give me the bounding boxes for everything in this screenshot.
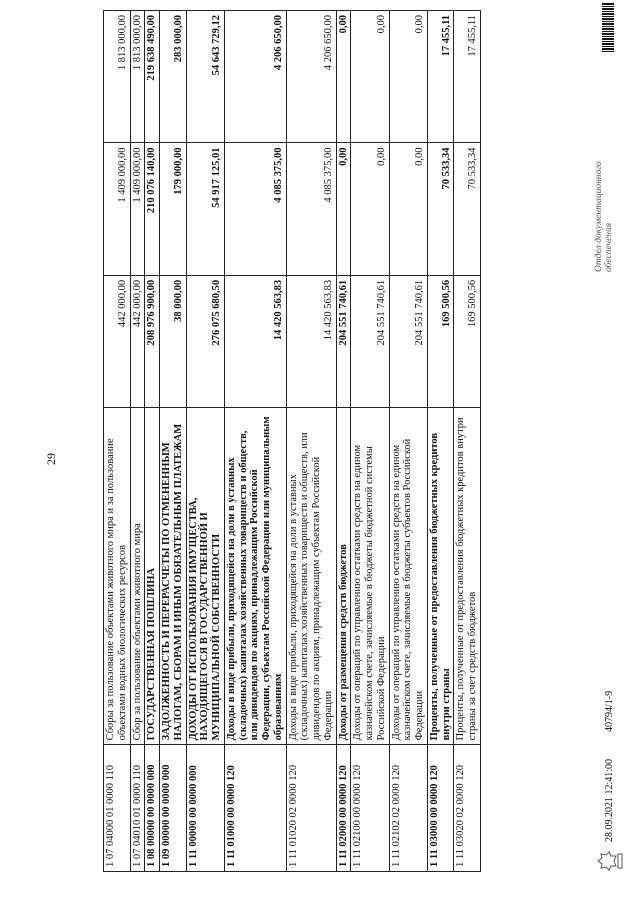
table-row: [145, 11, 160, 872]
row-code: 1 11 01020 02 0000 120: [286, 745, 336, 872]
row-value-2023: 17 455,11: [454, 11, 481, 143]
row-value-2021: 204 551 740,61: [336, 275, 351, 407]
footer: [594, 12, 630, 872]
row-name: Сбор за пользование объектами животного мира: [130, 408, 145, 745]
row-name: Проценты, полученные от предоставления бюджетных кредитов внутри страны за счет средств бюджетов: [454, 408, 481, 745]
table-row: [336, 11, 351, 872]
row-value-2023: 1 813 000,00: [104, 11, 131, 143]
row-value-2022: 0,00: [351, 143, 389, 275]
row-value-2022: 70 533,34: [454, 143, 481, 275]
row-value-2021: 14 420 563,83: [224, 275, 286, 407]
page-number: 29: [44, 453, 58, 465]
table-row: [130, 11, 145, 872]
table-row: [427, 11, 454, 872]
row-value-2023: 0,00: [389, 11, 427, 143]
row-value-2021: 169 500,56: [427, 275, 454, 407]
row-name: Доходы в виде прибыли, приходящейся на доли в уставных (складочных) капиталах хозяйственных товариществ и обществ, или дивидендов по акциям, принадлежащим Российской Федерации, субъектам Российской Федерации или муниципальным образованиям: [224, 408, 286, 745]
row-value-2022: 0,00: [336, 143, 351, 275]
row-value-2023: 1 813 000,00: [130, 11, 145, 143]
footer-department: [594, 42, 615, 272]
row-value-2021: 442 000,00: [130, 275, 145, 407]
table-row: [104, 11, 131, 872]
table-row: [160, 11, 187, 872]
row-name: Доходы от операций по управлению остатками средств на едином казначейском счете, зачисляемые в бюджеты субъектов Российской Федерации: [389, 408, 427, 745]
row-value-2022: 0,00: [389, 143, 427, 275]
row-value-2022: 54 917 125,01: [186, 143, 224, 275]
emblem-icon: [596, 850, 624, 872]
footer-department-line: Отдел документационного: [594, 161, 604, 272]
row-value-2022: 4 085 375,00: [286, 143, 336, 275]
row-value-2023: 4 206 650,00: [224, 11, 286, 143]
row-code: 1 07 04000 01 0000 110: [104, 745, 131, 872]
row-value-2023: 283 000,00: [160, 11, 187, 143]
row-code: 1 08 00000 00 0000 000: [145, 745, 160, 872]
row-code: 1 11 02102 02 0000 120: [389, 745, 427, 872]
row-code: 1 11 03000 00 0000 120: [427, 745, 454, 872]
row-code: 1 07 04010 01 0000 110: [130, 745, 145, 872]
footer-date: 28.09.2021 12:41:00: [604, 758, 615, 842]
row-value-2023: 0,00: [351, 11, 389, 143]
table-row: [454, 11, 481, 872]
row-name: Проценты, полученные от предоставления бюджетных кредитов внутри страны: [427, 408, 454, 745]
row-value-2022: 4 085 375,00: [224, 143, 286, 275]
row-name: ЗАДОЛЖЕННОСТЬ И ПЕРЕРАСЧЕТЫ ПО ОТМЕНЕННЫМ НАЛОГАМ, СБОРАМ И ИНЫМ ОБЯЗАТЕЛЬНЫМ ПЛАТЕЖАМ: [160, 408, 187, 745]
row-value-2021: 204 551 740,61: [389, 275, 427, 407]
row-code: 1 11 02000 00 0000 120: [336, 745, 351, 872]
table-row: [351, 11, 389, 872]
barcode-icon: [602, 2, 614, 52]
row-value-2023: 4 206 650,00: [286, 11, 336, 143]
table-row: [389, 11, 427, 872]
row-code: 1 11 02100 00 0000 120: [351, 745, 389, 872]
row-value-2021: 204 551 740,61: [351, 275, 389, 407]
row-value-2021: 38 000,00: [160, 275, 187, 407]
row-value-2022: 179 000,00: [160, 143, 187, 275]
row-name: Доходы от операций по управлению остатками средств на едином казначейском счете, зачисляемые в бюджеты бюджетной системы Российской Федерации: [351, 408, 389, 745]
row-code: 1 09 00000 00 0000 000: [160, 745, 187, 872]
row-code: 1 11 03020 02 0000 120: [454, 745, 481, 872]
row-value-2021: 276 075 680,50: [186, 275, 224, 407]
row-value-2022: 70 533,34: [427, 143, 454, 275]
footer-department-line: обеспечения: [604, 222, 615, 272]
row-value-2022: 1 409 000,00: [130, 143, 145, 275]
footer-doc-number: 40794/1-9: [604, 690, 615, 732]
row-name: ДОХОДЫ ОТ ИСПОЛЬЗОВАНИЯ ИМУЩЕСТВА, НАХОДЯЩЕГОСЯ В ГОСУДАРСТВЕННОЙ И МУНИЦИПАЛЬНОЙ СОБСТВЕННОСТИ: [186, 408, 224, 745]
row-code: 1 11 00000 00 0000 000: [186, 745, 224, 872]
row-value-2023: 0,00: [336, 11, 351, 143]
row-value-2022: 1 409 000,00: [104, 143, 131, 275]
row-name: Сборы за пользование объектами животного мира и за пользование объектами водных биологических ресурсов: [104, 408, 131, 745]
row-value-2021: 442 000,00: [104, 275, 131, 407]
row-name: ГОСУДАРСТВЕННАЯ ПОШЛИНА: [145, 408, 160, 745]
row-value-2021: 14 420 563,83: [286, 275, 336, 407]
table-row: [186, 11, 224, 872]
table-row: [224, 11, 286, 872]
row-name: Доходы от размещения средств бюджетов: [336, 408, 351, 745]
row-value-2021: 208 976 900,00: [145, 275, 160, 407]
row-name: Доходы в виде прибыли, приходящейся на доли в уставных (складочных) капиталах хозяйственных товариществ и обществ, или дивидендов по акциям, принадлежащим субъектам Российской Федерации: [286, 408, 336, 745]
budget-table: [103, 10, 481, 872]
row-code: 1 11 01000 00 0000 120: [224, 745, 286, 872]
row-value-2023: 54 643 729,12: [186, 11, 224, 143]
row-value-2022: 210 076 140,00: [145, 143, 160, 275]
row-value-2023: 219 638 490,00: [145, 11, 160, 143]
table-row: [286, 11, 336, 872]
row-value-2023: 17 455,11: [427, 11, 454, 143]
row-value-2021: 169 500,56: [454, 275, 481, 407]
